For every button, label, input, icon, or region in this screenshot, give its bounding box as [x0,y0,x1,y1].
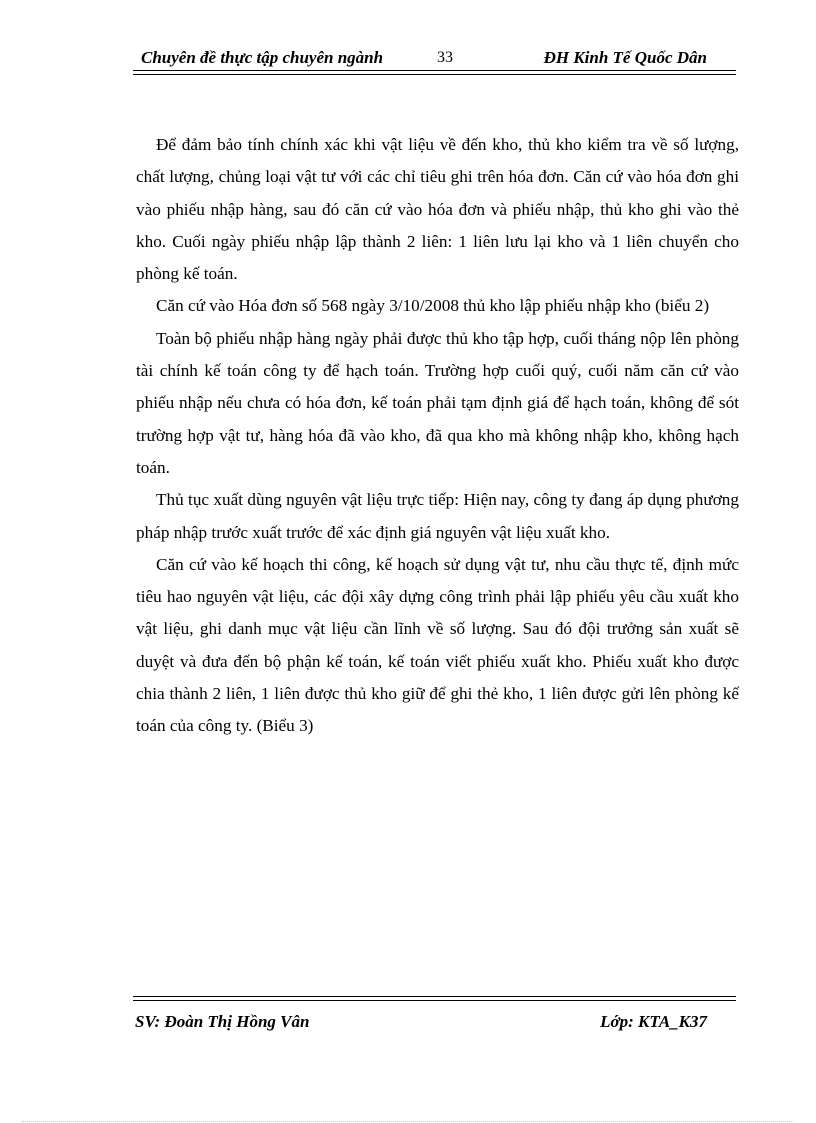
page-bottom-edge [22,1121,794,1122]
page-number: 33 [437,49,453,66]
footer-student-name: SV: Đoàn Thị Hồng Vân [135,1012,310,1031]
paragraph: Toàn bộ phiếu nhập hàng ngày phải được thủ kho tập hợp, cuối tháng nộp lên phòng tài chính kế toán công ty để hạch toán. Trường hợp cuối quý, cuối năm căn cứ vào phiếu nhập nếu chưa có hóa đơn, kế toán phải tạm định giá để hạch toán, không để sót trường hợp vật tư, hàng hóa đã vào kho, đã qua kho mà không nhập kho, không hạch toán. [136,328,739,477]
paragraph: Căn cứ vào Hóa đơn số 568 ngày 3/10/2008 thủ kho lập phiếu nhập kho (biểu 2) [156,296,710,316]
header-university: ĐH Kinh Tế Quốc Dân [543,48,707,67]
footer-divider [133,996,736,1001]
paragraph: Căn cứ vào kế hoạch thi công, kế hoạch sử dụng vật tư, nhu cầu thực tế, định mức tiêu hao nguyên vật liệu, các đội xây dựng công trình phải lập phiếu yêu cầu xuất kho vật liệu, ghi danh mục vật liệu cần lĩnh về số lượng. Sau đó đội trưởng sản xuất sẽ duyệt và đưa đến bộ phận kế toán, kế toán viết phiếu xuất kho. Phiếu xuất kho được chia thành 2 liên, 1 liên được thủ kho giữ để ghi thẻ kho, 1 liên được gửi lên phòng kế toán của công ty. (Biểu 3) [136,554,739,736]
paragraph: Để đảm bảo tính chính xác khi vật liệu về đến kho, thủ kho kiểm tra về số lượng, chất lượng, chủng loại vật tư với các chỉ tiêu ghi trên hóa đơn. Căn cứ vào hóa đơn ghi vào phiếu nhập hàng, sau đó căn cứ vào hóa đơn và phiếu nhập, thủ kho ghi vào thẻ kho. Cuối ngày phiếu nhập lập thành 2 liên: 1 liên lưu lại kho và 1 liên chuyển cho phòng kế toán. [136,135,739,284]
paragraph: Thủ tục xuất dùng nguyên vật liệu trực tiếp: Hiện nay, công ty đang áp dụng phương pháp nhập trước xuất trước để xác định giá nguyên vật liệu xuất kho. [136,490,739,542]
header-report-title: Chuyên đề thực tập chuyên ngành [141,48,384,67]
body-text [136,129,739,743]
page-footer [133,1010,737,1038]
header-divider [133,70,736,75]
footer-class: Lớp: KTA_K37 [600,1012,707,1031]
